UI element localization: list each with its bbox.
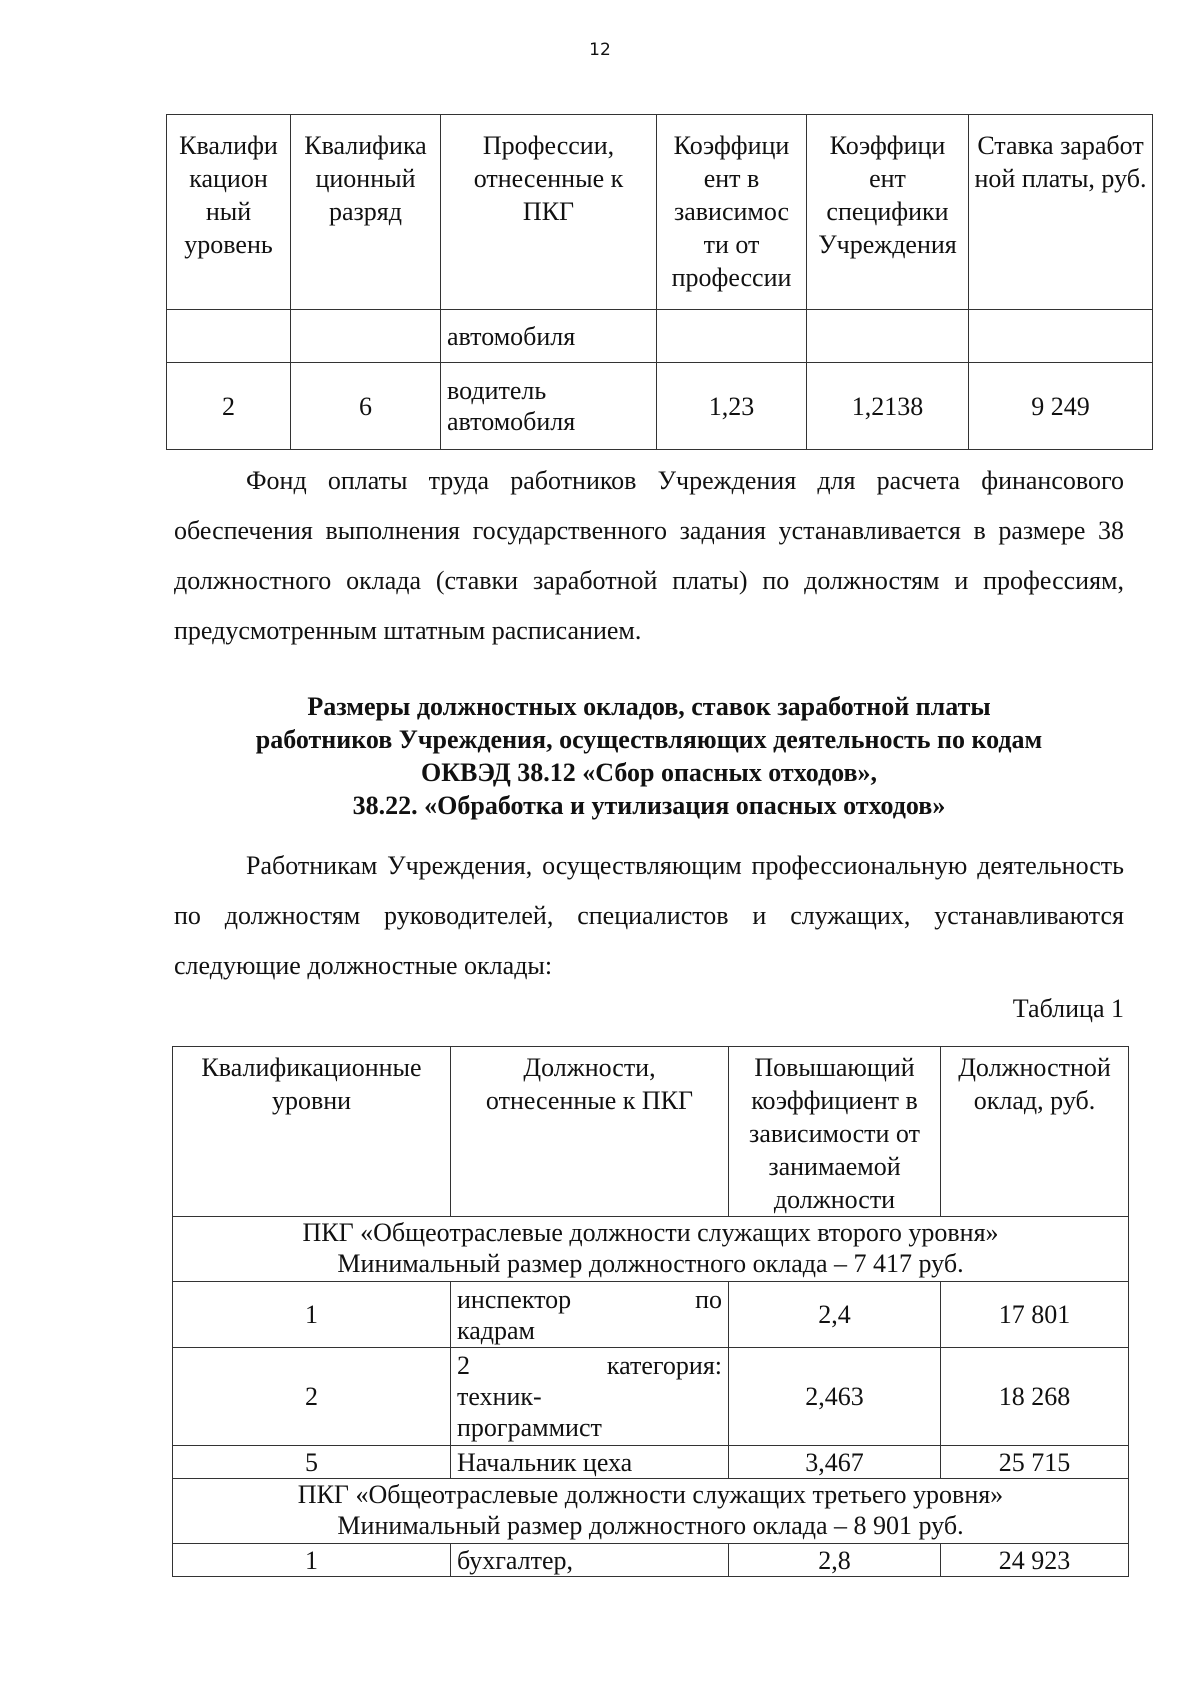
heading-line: ОКВЭД 38.12 «Сбор опасных отходов»,	[420, 758, 877, 787]
table-cell: 1,23	[657, 363, 807, 450]
table-row	[173, 1446, 1129, 1479]
header-cell: Должностной оклад, руб.	[941, 1047, 1129, 1217]
header-cell: Коэффици ент специфики Учреждения	[807, 115, 969, 310]
header-cell: Квалифи кацион ный уровень	[167, 115, 291, 310]
table-cell: 9 249	[969, 363, 1153, 450]
table-row	[173, 1282, 1129, 1348]
position-cell: бухгалтер,	[451, 1544, 729, 1577]
heading-line: Размеры должностных окладов, ставок заработной платы	[307, 692, 991, 721]
header-cell: Коэффици ент в зависимос ти от профессии	[657, 115, 807, 310]
header-cell: Квалифика ционный разряд	[291, 115, 441, 310]
coefficient-cell: 2,4	[729, 1282, 941, 1348]
position-line	[457, 1350, 722, 1381]
table-row	[173, 1348, 1129, 1446]
heading-line: работников Учреждения, осуществляющих деятельность по кодам	[255, 725, 1043, 754]
level-cell: 5	[173, 1446, 451, 1479]
header-cell: Повышающий коэффициент в зависимости от занимаемой должности	[729, 1047, 941, 1217]
position-line	[457, 1284, 722, 1315]
table-header-row	[167, 115, 1153, 310]
table-row	[167, 363, 1153, 450]
header-cell: Должности, отнесенные к ПКГ	[451, 1047, 729, 1217]
table-cell: водитель автомобиля	[441, 363, 657, 450]
coefficient-cell: 3,467	[729, 1446, 941, 1479]
position-word: 2	[457, 1351, 470, 1380]
salary-cell: 25 715	[941, 1446, 1129, 1479]
group-row	[173, 1479, 1129, 1544]
salary-intro-paragraph	[174, 841, 1124, 991]
group-cell	[173, 1479, 1129, 1544]
salary-cell: 24 923	[941, 1544, 1129, 1577]
table-header-row	[173, 1047, 1129, 1217]
group-min-salary: Минимальный размер должностного оклада – 7 417 руб.	[337, 1249, 964, 1278]
workers-rate-table	[166, 114, 1153, 450]
table-cell: 2	[167, 363, 291, 450]
group-row	[173, 1217, 1129, 1282]
paragraph-text: Работникам Учреждения, осуществляющим профессиональную деятельность по должностям руководителей, специалистов и служащих, устанавливаются следующие должностные оклады:	[174, 851, 1124, 980]
table-cell: автомобиля	[441, 310, 657, 363]
salary-table	[172, 1046, 1129, 1577]
group-title: ПКГ «Общеотраслевые должности служащих третьего уровня»	[297, 1480, 1004, 1509]
table-cell	[657, 310, 807, 363]
salary-cell: 17 801	[941, 1282, 1129, 1348]
header-cell: Квалификационные уровни	[173, 1047, 451, 1217]
position-cell	[451, 1348, 729, 1446]
page-number: 12	[589, 40, 611, 60]
level-cell: 1	[173, 1544, 451, 1577]
position-word: кадрам	[457, 1315, 535, 1345]
table-row	[173, 1544, 1129, 1577]
heading-line: 38.22. «Обработка и утилизация опасных отходов»	[352, 791, 946, 820]
coefficient-cell: 2,463	[729, 1348, 941, 1446]
position-word: инспектор	[457, 1284, 572, 1314]
position-cell	[451, 1282, 729, 1348]
table-cell	[969, 310, 1153, 363]
table-cell	[291, 310, 441, 363]
table-cell: 1,2138	[807, 363, 969, 450]
level-cell: 2	[173, 1348, 451, 1446]
position-word: по	[695, 1284, 722, 1314]
table-cell: 6	[291, 363, 441, 450]
position-word: категория:	[606, 1351, 722, 1380]
position-word: техник-	[457, 1382, 542, 1411]
section-heading	[174, 690, 1124, 822]
header-cell: Профессии, отнесенные к ПКГ	[441, 115, 657, 310]
group-cell	[173, 1217, 1129, 1282]
header-cell: Ставка заработ ной платы, руб.	[969, 115, 1153, 310]
level-cell: 1	[173, 1282, 451, 1348]
table-caption: Таблица 1	[1012, 994, 1124, 1023]
table-row	[167, 310, 1153, 363]
paragraph-text: Фонд оплаты труда работников Учреждения для расчета финансового обеспечения выполнения государственного задания устанавливается в размере 38 должностного оклада (ставки заработной платы) по должностям и профессиям, предусмотренным штатным расписанием.	[174, 466, 1124, 645]
coefficient-cell: 2,8	[729, 1544, 941, 1577]
salary-cell: 18 268	[941, 1348, 1129, 1446]
group-title: ПКГ «Общеотраслевые должности служащих второго уровня»	[302, 1218, 999, 1247]
group-min-salary: Минимальный размер должностного оклада – 8 901 руб.	[337, 1511, 964, 1540]
position-word: программист	[457, 1413, 602, 1442]
payroll-fund-paragraph	[174, 456, 1124, 656]
table-cell	[167, 310, 291, 363]
position-cell: Начальник цеха	[451, 1446, 729, 1479]
table-cell	[807, 310, 969, 363]
